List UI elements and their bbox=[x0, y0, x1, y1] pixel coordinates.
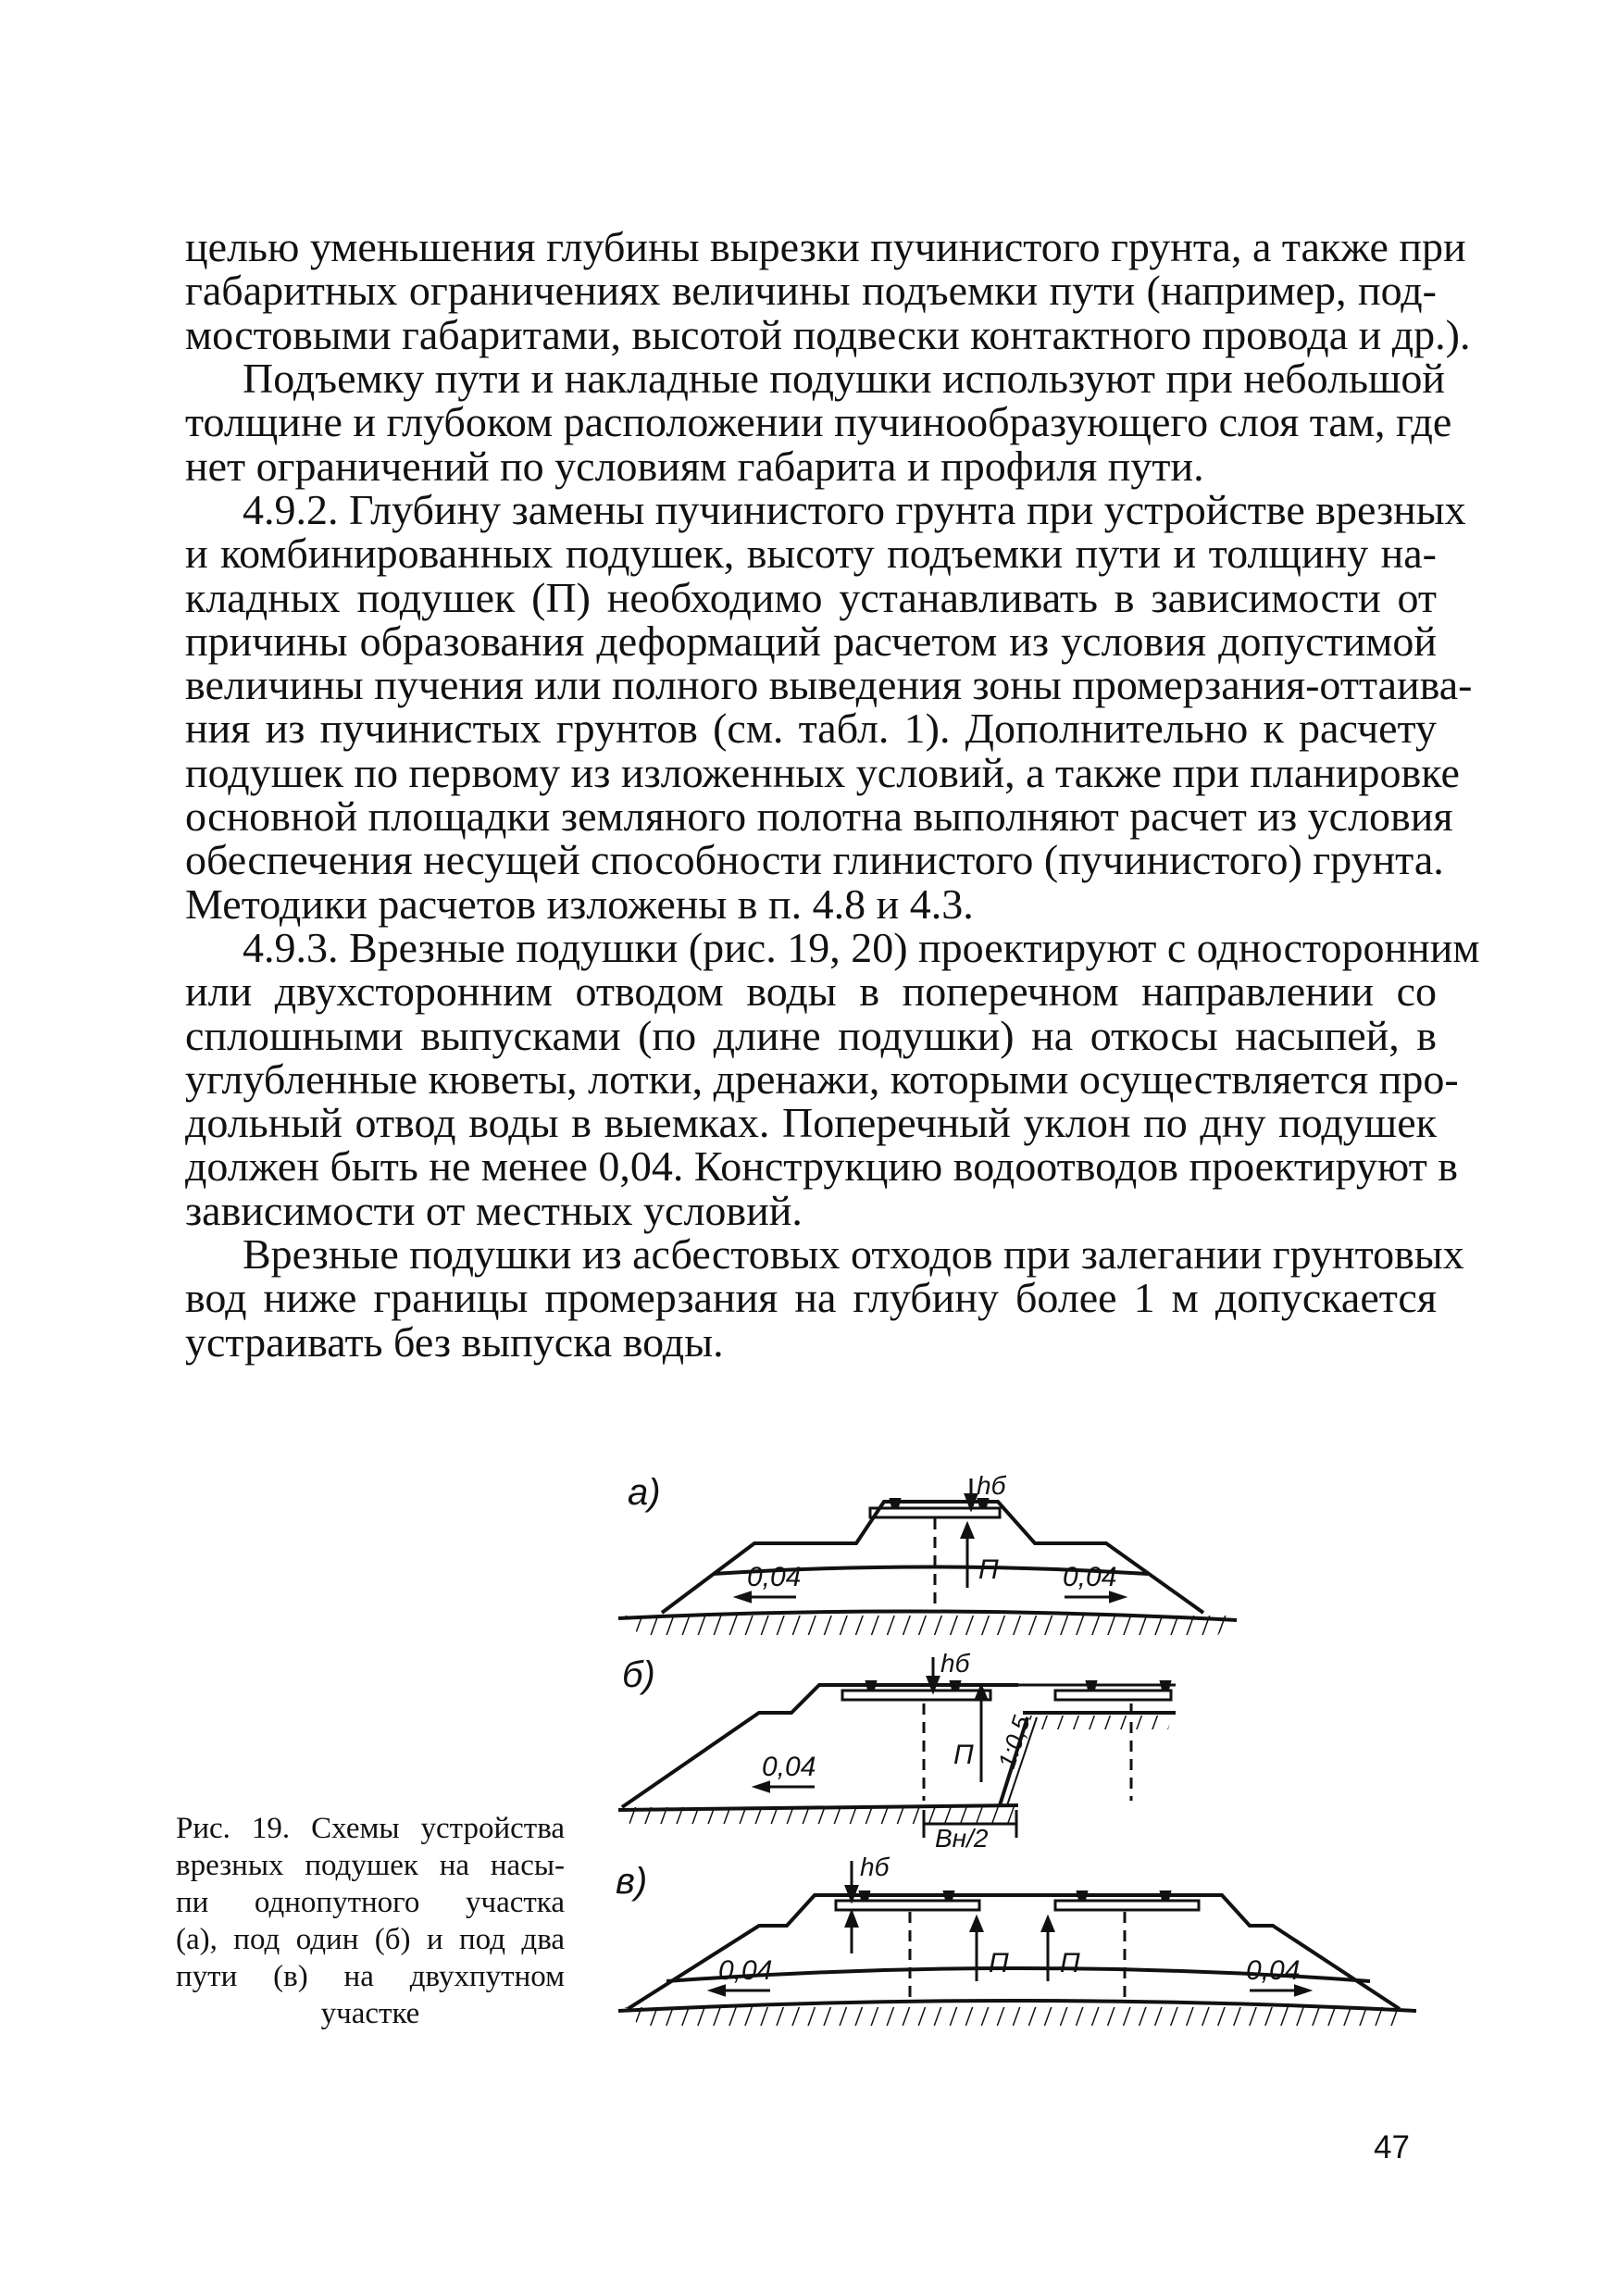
text-line: габаритных ограничениях величины подъемки пути (например, под- bbox=[185, 267, 1437, 315]
text-line: подушек по первому из изложенных условий, а также при планировке bbox=[185, 748, 1460, 796]
text-line: нет ограничений по условиям габарита и профиля пути. bbox=[185, 442, 1204, 490]
text-line: ния из пучинистых грунтов (см. табл. 1). Дополнительно к расчету bbox=[185, 705, 1437, 753]
panel-a-slope-left: 0,04 bbox=[747, 1562, 802, 1592]
caption-line: Рис. 19. Схемы устройства bbox=[176, 1812, 565, 1845]
panel-c-p2-label: П bbox=[1060, 1948, 1080, 1978]
panel-c-slope-left: 0,04 bbox=[718, 1955, 773, 1986]
caption-line: пи однопутного участка bbox=[176, 1886, 565, 1919]
panel-a-p-label: П bbox=[978, 1554, 999, 1585]
panel-a-hb-label: hб bbox=[977, 1471, 1006, 1500]
text-line: толщине и глубоком расположении пучинообразующего слоя там, где bbox=[185, 398, 1452, 446]
panel-b-side-slope: 1:0,5 bbox=[992, 1712, 1036, 1772]
text-line: причины образования деформаций расчетом из условия допустимой bbox=[185, 617, 1437, 665]
page-number: 47 bbox=[1374, 2129, 1410, 2165]
panel-a-slope-right: 0,04 bbox=[1063, 1562, 1117, 1592]
text-line: мостовыми габаритами, высотой подвески контактного провода и др.). bbox=[185, 310, 1471, 358]
panel-c-slope-right: 0,04 bbox=[1246, 1955, 1301, 1986]
panel-c-p1-label: П bbox=[989, 1948, 1009, 1978]
text-line: 4.9.2. Глубину замены пучинистого грунта при устройстве врезных bbox=[243, 486, 1466, 533]
text-line: Методики расчетов изложены в п. 4.8 и 4.3. bbox=[185, 880, 974, 928]
text-line: величины пучения или полного выведения зоны промерзания-оттаива- bbox=[185, 661, 1473, 709]
text-line: целью уменьшения глубины вырезки пучинистого грунта, а также при bbox=[185, 223, 1466, 270]
text-line: обеспечения несущей способности глинистого (пучинистого) грунта. bbox=[185, 836, 1444, 884]
panel-a bbox=[618, 1479, 1237, 1635]
panel-b-slope-left: 0,04 bbox=[762, 1752, 816, 1782]
panel-b-label: б) bbox=[622, 1654, 655, 1695]
text-line: зависимости от местных условий. bbox=[185, 1186, 803, 1234]
text-line: сплошными выпусками (по длине подушки) на откосы насыпей, в bbox=[185, 1011, 1437, 1059]
caption-line: (а), под один (б) и под два bbox=[176, 1923, 565, 1956]
text-line: основной площадки земляного полотна выполняют расчет из условия bbox=[185, 792, 1453, 841]
panel-a-label: а) bbox=[628, 1472, 661, 1513]
text-line: должен быть не менее 0,04. Конструкцию водоотводов проектируют в bbox=[185, 1142, 1459, 1191]
panel-b-hb-label: hб bbox=[940, 1649, 970, 1678]
panel-c bbox=[618, 1861, 1416, 2026]
text-line: 4.9.3. Врезные подушки (рис. 19, 20) проектируют с односторонним bbox=[243, 924, 1480, 971]
panel-b-p-label: П bbox=[953, 1740, 974, 1770]
panel-c-label: в) bbox=[616, 1861, 648, 1902]
text-line: дольный отвод воды в выемках. Поперечный уклон по дну подушек bbox=[185, 1099, 1437, 1147]
caption-line: пути (в) на двухпутном bbox=[176, 1960, 565, 1993]
text-line: углубленные кюветы, лотки, дренажи, которыми осуществляется про- bbox=[185, 1054, 1459, 1103]
text-line: Врезные подушки из асбестовых отходов при залегании грунтовых bbox=[243, 1230, 1464, 1278]
panel-b-width-label: Вн/2 bbox=[935, 1824, 989, 1853]
caption-line: участке bbox=[320, 1997, 420, 2030]
text-line: Подъемку пути и накладные подушки используют при небольшой bbox=[243, 355, 1446, 402]
text-line: или двухсторонним отводом воды в поперечном направлении со bbox=[185, 967, 1437, 1016]
text-line: кладных подушек (П) необходимо устанавливать в зависимости от bbox=[185, 573, 1437, 621]
text-line: вод ниже границы промерзания на глубину более 1 м допускается bbox=[185, 1274, 1437, 1322]
caption-line: врезных подушек на насы- bbox=[176, 1849, 565, 1882]
text-line: и комбинированных подушек, высоту подъемки пути и толщину на- bbox=[185, 530, 1437, 578]
text-line: устраивать без выпуска воды. bbox=[185, 1317, 724, 1366]
panel-c-hb-label: hб bbox=[860, 1853, 890, 1881]
panel-b bbox=[618, 1657, 1176, 1838]
